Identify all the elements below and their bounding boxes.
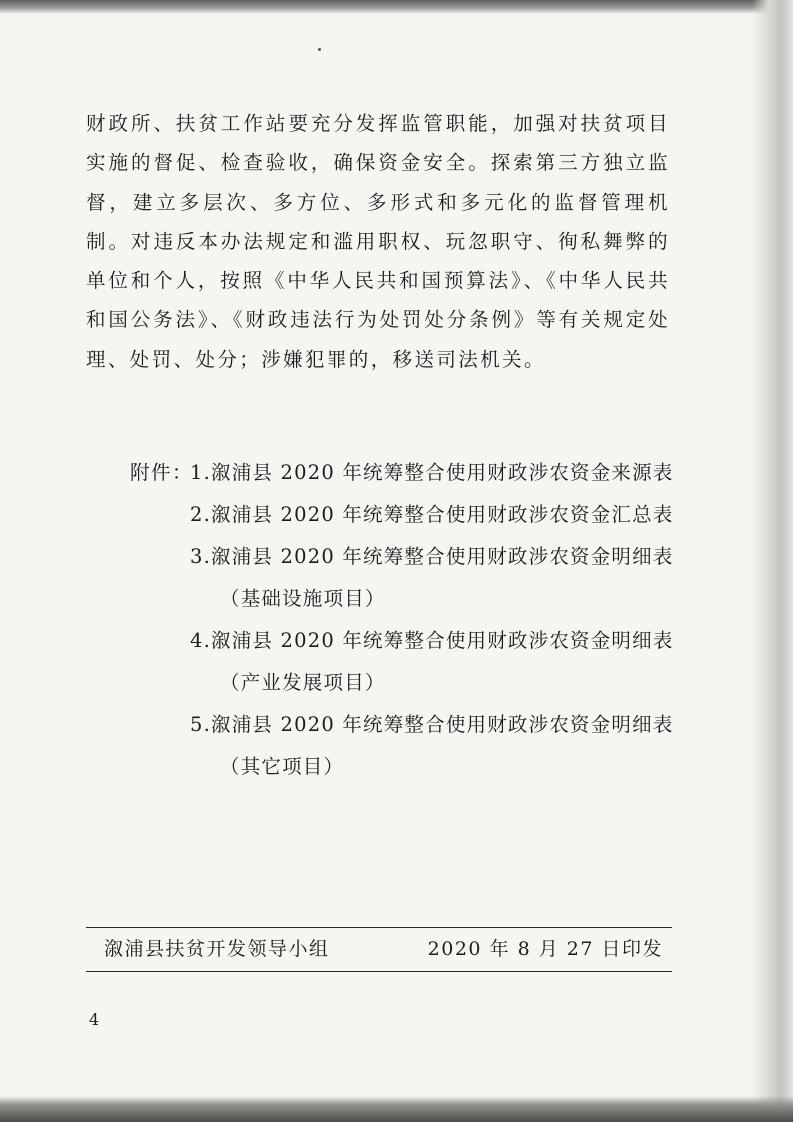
scan-speck: [318, 48, 321, 51]
attachment-title: 5.溆浦县 2020 年统筹整合使用财政涉农资金明细表: [190, 713, 674, 736]
attachment-title: 4.溆浦县 2020 年统筹整合使用财政涉农资金明细表: [190, 629, 674, 652]
attachments-label: 附件：: [130, 461, 194, 484]
attachment-title: 1.溆浦县 2020 年统筹整合使用财政涉农资金来源表: [190, 461, 674, 484]
scan-right-edge: [752, 0, 793, 1122]
attachments-list: [190, 458, 680, 794]
scan-bottom-shadow: [0, 1096, 793, 1122]
attachment-title: 2.溆浦县 2020 年统筹整合使用财政涉农资金汇总表: [190, 503, 674, 526]
footer-date: 2020 年 8 月 27 日印发: [427, 938, 663, 960]
scan-top-shadow: [0, 0, 793, 14]
attachment-item-1: [190, 458, 680, 488]
footer-rule-top: [86, 927, 672, 928]
attachment-item-5: [190, 710, 680, 782]
body-paragraph: 财政所、扶贫工作站要充分发挥监管职能，加强对扶贫项目实施的督促、检查验收，确保资金安全。探索第三方独立监督，建立多层次、多方位、多形式和多元化的监督管理机制。对违反本办法规定和滥用职权、玩忽职守、徇私舞弊的单位和个人，按照《中华人民共和国预算法》、《中华人民共和国公务法》、《财政违法行为处罚处分条例》等有关规定处理、处罚、处分；涉嫌犯罪的，移送司法机关。: [86, 112, 670, 371]
footer-rule-bottom: [86, 971, 672, 972]
attachment-subtitle: （其它项目）: [220, 755, 345, 778]
footer-issuer: 溆浦县扶贫开发领导小组: [104, 938, 330, 960]
attachment-title: 3.溆浦县 2020 年统筹整合使用财政涉农资金明细表: [190, 545, 674, 568]
attachment-item-2: [190, 500, 680, 530]
attachment-item-3: [190, 542, 680, 614]
attachment-subtitle: （基础设施项目）: [220, 587, 386, 610]
attachment-subtitle: （产业发展项目）: [220, 671, 386, 694]
attachment-item-4: [190, 626, 680, 698]
page-number: 4: [89, 1010, 100, 1029]
